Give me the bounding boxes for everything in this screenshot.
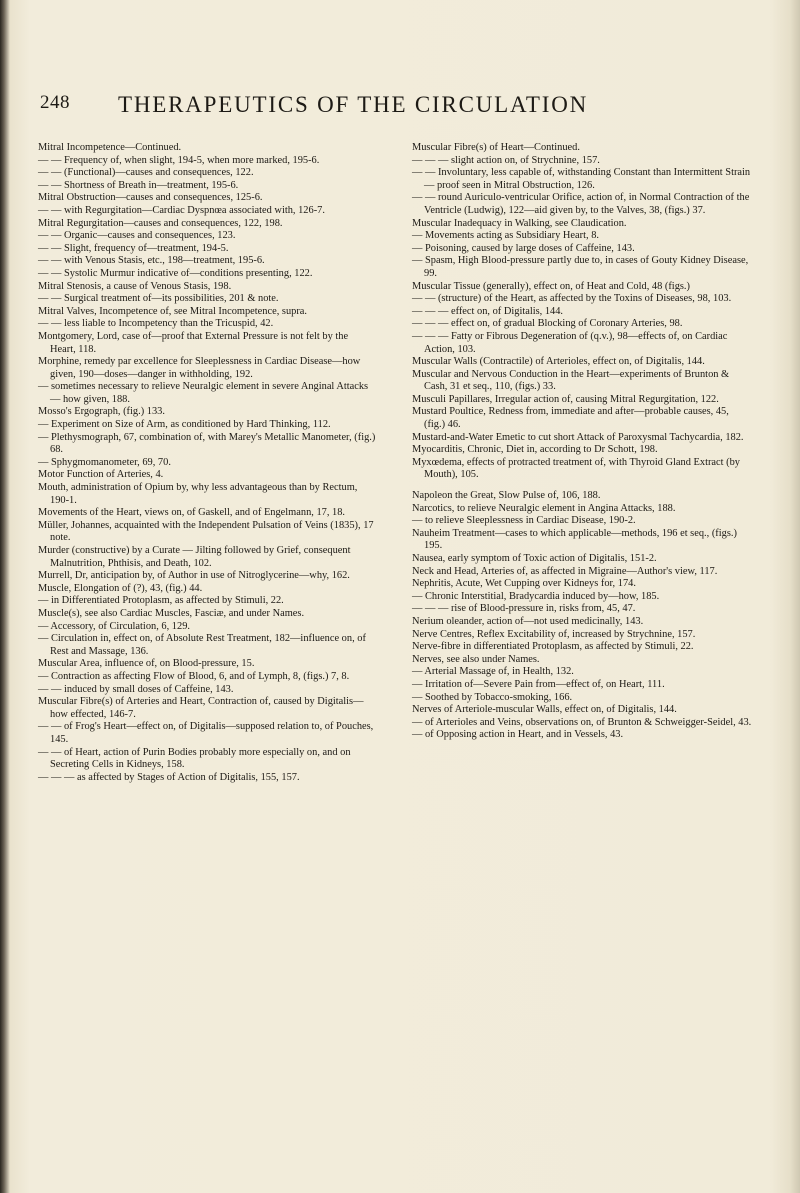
index-entry: — Movements acting as Subsidiary Heart, 8. <box>412 230 599 242</box>
index-entry: — Sphygmomanometer, 69, 70. <box>38 456 171 468</box>
index-entry: — — — effect on, of gradual Blocking of Coronary Arteries, 98. <box>412 318 683 330</box>
index-entry: Nerium oleander, action of—not used medicinally, 143. <box>412 615 644 627</box>
index-entry: Muscular Fibre(s) of Heart—Continued. <box>412 142 580 153</box>
index-entry: Murrell, Dr, anticipation by, of Author in use of Nitroglycerine—why, 162. <box>38 570 350 582</box>
page-header <box>0 92 800 126</box>
index-entry: Muscular Area, influence of, on Blood-pressure, 15. <box>38 658 255 670</box>
index-entry: Myocarditis, Chronic, Diet in, according to Dr Schott, 198. <box>412 444 658 456</box>
index-entry: — Chronic Interstitial, Bradycardia induced by—how, 185. <box>412 590 660 602</box>
index-entry: Muscle, Elongation of (?), 43, (fig.) 44. <box>38 582 203 594</box>
index-column-left <box>38 142 376 784</box>
index-entry: Mouth, administration of Opium by, why less advantageous than by Rectum, 190-1. <box>38 482 358 506</box>
index-entry: Muscular Tissue (generally), effect on, of Heat and Cold, 48 (figs.) <box>412 280 690 292</box>
index-entry: — — induced by small doses of Caffeine, 143. <box>38 683 234 695</box>
index-entry: — — Organic—causes and consequences, 123. <box>38 230 236 242</box>
index-entry: — — (Functional)—causes and consequences, 122. <box>38 167 254 179</box>
index-entry: Müller, Johannes, acquainted with the Independent Pulsation of Veins (1835), 17 note. <box>38 519 374 544</box>
index-entry: — Contraction as affecting Flow of Blood, 6, and of Lymph, 8, (figs.) 7, 8. <box>38 670 350 682</box>
index-entry: — — with Regurgitation—Cardiac Dyspnœa associated with, 126-7. <box>38 204 325 216</box>
index-entry: Musculi Papillares, Irregular action of, causing Mitral Regurgitation, 122. <box>412 393 719 405</box>
index-entry: — Accessory, of Circulation, 6, 129. <box>38 620 190 632</box>
index-entry: — Poisoning, caused by large doses of Caffeine, 143. <box>412 242 635 254</box>
index-entry: — Plethysmograph, 67, combination of, with Marey's Metallic Manometer, (fig.) 68. <box>38 431 376 456</box>
index-entry: — — Frequency of, when slight, 194-5, when more marked, 195-6. <box>38 154 320 166</box>
index-entry: Nerves of Arteriole-muscular Walls, effect on, of Digitalis, 144. <box>412 704 677 716</box>
index-entry: — Irritation of—Severe Pain from—effect of, on Heart, 111. <box>412 678 665 690</box>
index-entry: — Circulation in, effect on, of Absolute Rest Treatment, 182—influence on, of Rest and Massage, 136. <box>38 633 366 657</box>
index-entry: — — — as affected by Stages of Action of Digitalis, 155, 157. <box>38 771 300 783</box>
index-entry: — — less liable to Incompetency than the Tricuspid, 42. <box>38 318 274 330</box>
index-entry: Mustard Poultice, Redness from, immediate and after—probable causes, 45, (fig.) 46. <box>412 406 729 431</box>
index-entry: Mustard-and-Water Emetic to cut short Attack of Paroxysmal Tachycardia, 182. <box>412 431 744 443</box>
running-head: THERAPEUTICS OF THE CIRCULATION <box>118 92 589 117</box>
index-entry: Morphine, remedy par excellence for Sleeplessness in Cardiac Disease—how given, 190—doses—danger in withholding, 192. <box>38 356 361 380</box>
index-entry: Mosso's Ergograph, (fig.) 133. <box>38 406 165 418</box>
index-entry: — Experiment on Size of Arm, as conditioned by Hard Thinking, 112. <box>38 419 331 431</box>
index-entry: — — (structure) of the Heart, as affected by the Toxins of Diseases, 98, 103. <box>412 293 732 305</box>
index-entry: — — — slight action on, of Strychnine, 157. <box>412 154 600 166</box>
index-entry: Muscular Fibre(s) of Arteries and Heart, Contraction of, caused by Digitalis—how effected, 146-7. <box>38 696 364 720</box>
index-entry: — — Involuntary, less capable of, withstanding Constant than Intermittent Strain — proof seen in Mitral Obstruction, 126. <box>412 167 751 191</box>
index-entry: — to relieve Sleeplessness in Cardiac Disease, 190-2. <box>412 515 636 527</box>
index-entry: Napoleon the Great, Slow Pulse of, 106, 188. <box>412 490 601 502</box>
index-entry: Mitral Incompetence—Continued. <box>38 142 182 153</box>
index-entry: — sometimes necessary to relieve Neuralgic element in severe Anginal Attacks — how given, 188. <box>38 381 369 405</box>
index-entry: — — Systolic Murmur indicative of—conditions presenting, 122. <box>38 267 313 279</box>
index-entry: — — of Heart, action of Purin Bodies probably more especially on, and on Secreting Cells in Kidneys, 158. <box>38 746 351 771</box>
index-entry: — — Slight, frequency of—treatment, 194-5. <box>38 242 229 254</box>
index-entry: — — with Venous Stasis, etc., 198—treatment, 195-6. <box>38 255 265 267</box>
index-entry: Montgomery, Lord, case of—proof that External Pressure is not felt by the Heart, 118. <box>38 330 349 355</box>
index-entry: Myxœdema, effects of protracted treatment of, with Thyroid Gland Extract (by Mouth), 105. <box>412 456 740 481</box>
index-entry: Murder (constructive) by a Curate — Jilting followed by Grief, consequent Malnutrition, Phthisis, and Death, 102. <box>38 545 351 569</box>
index-entry: Nausea, early symptom of Toxic action of Digitalis, 151-2. <box>412 553 657 564</box>
index-entry: Muscular Inadequacy in Walking, see Claudication. <box>412 217 627 229</box>
index-entry: Mitral Stenosis, a cause of Venous Stasis, 198. <box>38 280 232 292</box>
index-entry: Nerves, see also under Names. <box>412 653 540 665</box>
index-entry: — — Shortness of Breath in—treatment, 195-6. <box>38 179 239 191</box>
index-entry: Nephritis, Acute, Wet Cupping over Kidneys for, 174. <box>412 578 636 590</box>
index-entry: — in Differentiated Protoplasm, as affected by Stimuli, 22. <box>38 595 284 607</box>
index-entry: Mitral Valves, Incompetence of, see Mitral Incompetence, supra. <box>38 305 307 317</box>
index-entry: — — round Auriculo-ventricular Orifice, action of, in Normal Contraction of the Ventricle (Ludwig), 122—aid given by, to the Valves, 38, (figs.) 37. <box>412 192 750 216</box>
index-entry: Neck and Head, Arteries of, as affected in Migraine—Author's view, 117. <box>412 565 718 577</box>
index-column-right <box>412 142 752 742</box>
index-entry: — Arterial Massage of, in Health, 132. <box>412 666 574 678</box>
index-entry: — — — effect on, of Digitalis, 144. <box>412 305 564 317</box>
index-entry <box>412 482 752 490</box>
index-entry: — — — Fatty or Fibrous Degeneration of (q.v.), 98—effects of, on Cardiac Action, 103. <box>412 330 728 355</box>
index-entry: Nerve-fibre in differentiated Protoplasm, as affected by Stimuli, 22. <box>412 641 694 653</box>
index-entry: — Soothed by Tobacco-smoking, 166. <box>412 691 573 703</box>
index-entry: Muscular and Nervous Conduction in the Heart—experiments of Brunton & Cash, 31 et seq., 110, (figs.) 33. <box>412 368 730 393</box>
index-entry: — Spasm, High Blood-pressure partly due to, in cases of Gouty Kidney Disease, 99. <box>412 255 749 279</box>
index-entry: — — of Frog's Heart—effect on, of Digitalis—supposed relation to, of Pouches, 145. <box>38 721 374 745</box>
index-entry: Mitral Regurgitation—causes and consequences, 122, 198. <box>38 217 283 229</box>
index-entry: — — Surgical treatment of—its possibilities, 201 & note. <box>38 293 279 305</box>
index-entry: Movements of the Heart, views on, of Gaskell, and of Engelmann, 17, 18. <box>38 507 346 519</box>
index-entry: Motor Function of Arteries, 4. <box>38 469 164 481</box>
index-entry: Mitral Obstruction—causes and consequences, 125-6. <box>38 192 263 204</box>
index-entry: Muscle(s), see also Cardiac Muscles, Fasciæ, and under Names. <box>38 607 305 619</box>
index-entry: Muscular Walls (Contractile) of Arterioles, effect on, of Digitalis, 144. <box>412 356 705 368</box>
index-entry: Nerve Centres, Reflex Excitability of, increased by Strychnine, 157. <box>412 628 696 640</box>
index-entry: Nauheim Treatment—cases to which applicable—methods, 196 et seq., (figs.) 195. <box>412 527 737 552</box>
index-entry: Narcotics, to relieve Neuralgic element in Angina Attacks, 188. <box>412 502 676 514</box>
index-entry: — of Opposing action in Heart, and in Vessels, 43. <box>412 729 624 741</box>
page-number: 248 <box>40 92 70 113</box>
index-entry: — of Arterioles and Veins, observations on, of Brunton & Schweigger-Seidel, 43. <box>412 716 752 728</box>
index-entry: — — — rise of Blood-pressure in, risks from, 45, 47. <box>412 603 636 615</box>
